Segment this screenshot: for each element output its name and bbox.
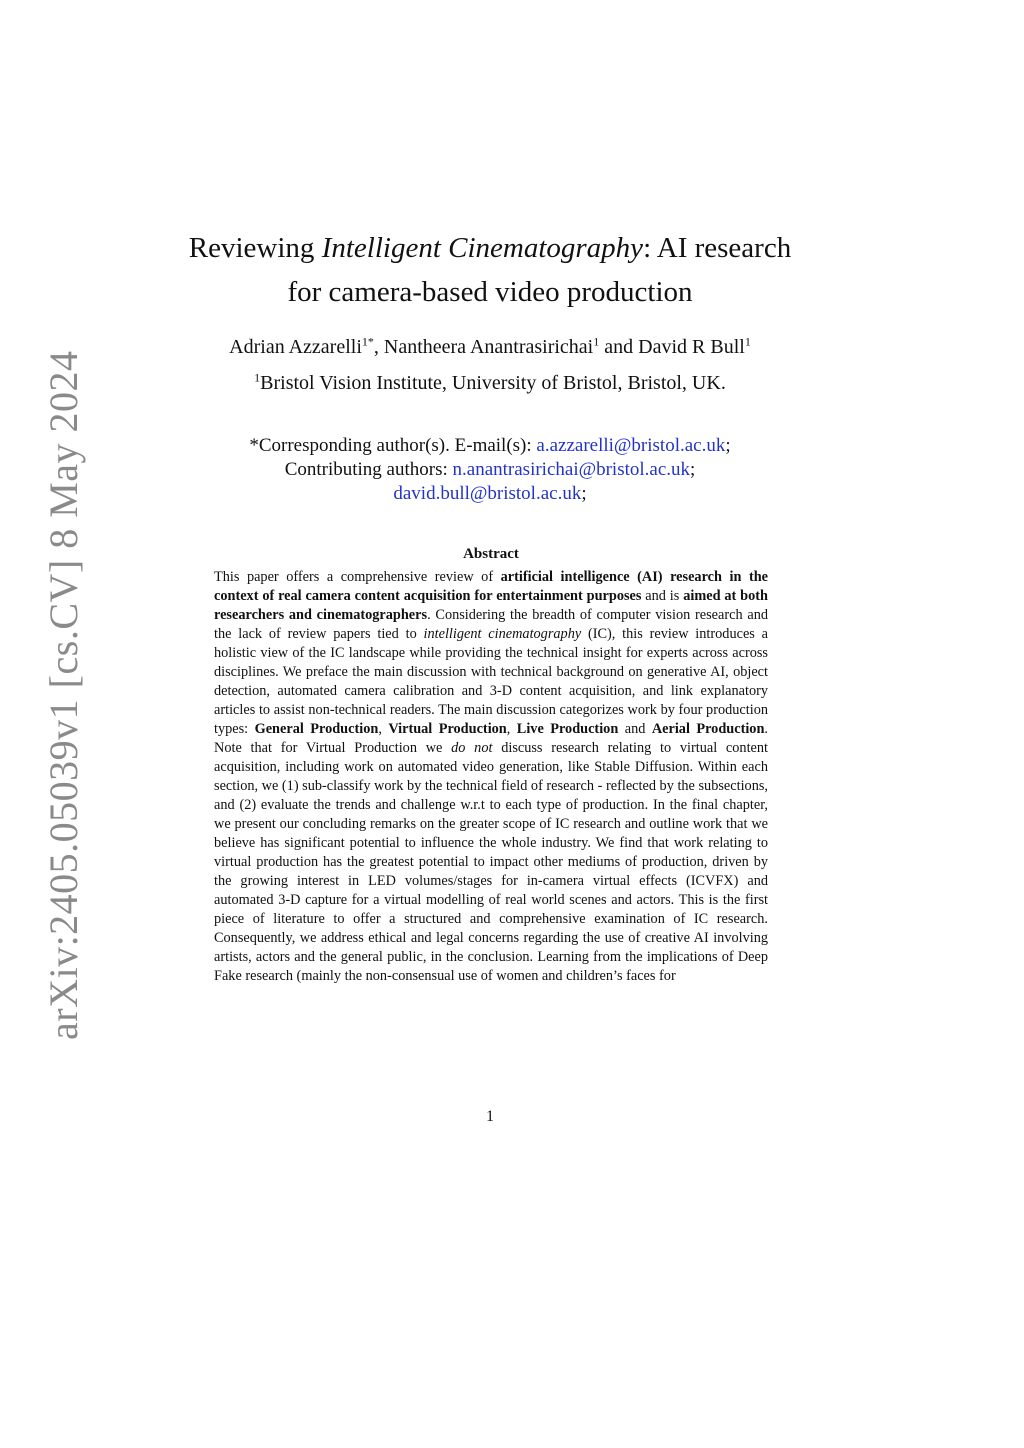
contributing-line-2 [160,482,820,506]
corresponding-line [160,434,820,458]
affiliation [140,370,840,396]
abstract-bold: Live Production [516,721,619,737]
semicolon-2: ; [690,459,696,480]
title-part2: : AI research for camera-based video production [287,232,792,308]
page-number: 1 [486,1108,494,1125]
contact-block [160,434,820,506]
author-1-sup: 1* [361,334,374,349]
abstract-text: discuss research relating to virtual content acquisition, including work on automated video generation, like Stable Diffusion. Within each section, we (1) sub-classify work by the technical field of research - reflected by the subsections, and (2) evaluate the trends and challenge w.r.t to each type of production. In the final chapter, we present our concluding remarks on the greater scope of IC research and outline work that we believe has significant potential to influence the whole industry. We find that work relating to virtual production has the greatest potential to impact other mediums of production, driven by the growing interest in LED volumes/stages for in-camera virtual effects (ICVFX) and automated 3-D capture for a virtual modelling of real world scenes and actors. This is the first piece of literature to offer a structured and comprehensive examination of IC research. Consequently, we address ethical and legal concerns regarding the use of creative AI involving artists, actors and the general public, in the conclusion. Learning from the implications of Deep Fake research (mainly the non-consensual use of women and children’s faces for [214,740,769,984]
abstract-body [214,568,768,986]
abstract-text: , [378,721,389,737]
title-part1: Reviewing [188,232,322,264]
abstract-text: . Considering the breadth of computer vision research and the lack of review papers tied to [214,607,768,642]
paper-title [180,226,800,314]
abstract-bold: Aerial Production [651,721,765,737]
abstract-bold: aimed at both researchers and cinematographers [214,588,768,623]
author-sep-1: , [373,336,384,358]
abstract-text: (IC), this review introduces a holistic view of the IC landscape while providing the technical insight for experts across across disciplines. We preface the main discussion with technical background on generative AI, object detection, automated camera calibration and 3-D content acquisition, and link explanatory articles to assist non-technical readers. The main discussion categorizes work by four production types: [214,626,768,737]
author-2-sup: 1 [593,334,600,349]
affiliation-text: Bristol Vision Institute, University of Bristol, Bristol, UK. [260,372,726,394]
abstract-bold: artificial intelligence (AI) research in the context of real camera content acquisition for entertainment purposes [214,569,768,604]
arxiv-sidebar-stamp: arXiv:2405.05039v1 [cs.CV] 8 May 2024 [41,350,86,1040]
author-1: Adrian Azzarelli [229,336,362,358]
abstract-text: . Note that for Virtual Production we [214,721,768,756]
abstract-text: and is [641,588,684,604]
abstract-heading: Abstract [463,546,519,562]
abstract-bold: General Production [254,721,379,737]
contributing-label: Contributing authors: [284,459,453,480]
affiliation-sup: 1 [254,370,261,385]
author-2: Nantheera Anantrasirichai [383,336,594,358]
abstract-bold: Virtual Production [388,721,507,737]
abstract-italic: do not [451,740,493,756]
author-3: David R Bull [638,336,745,358]
abstract-text: and [618,721,652,737]
contributing-email-link-2[interactable]: david.bull@bristol.ac.uk [393,483,582,504]
abstract-text: , [506,721,517,737]
author-3-sup: 1 [744,334,751,349]
semicolon-1: ; [725,435,731,456]
title-italic: Intelligent Cinematography [321,232,644,264]
abstract-italic: intelligent cinematography [423,626,582,642]
corresponding-label: *Corresponding author(s). E-mail(s): [249,435,537,456]
author-sep-2: and [599,336,639,358]
semicolon-3: ; [581,483,587,504]
abstract-text: This paper offers a comprehensive review of [214,569,501,585]
author-list [140,334,840,360]
corresponding-email-link[interactable]: a.azzarelli@bristol.ac.uk [536,435,726,456]
contributing-line [160,458,820,482]
contributing-email-link-1[interactable]: n.anantrasirichai@bristol.ac.uk [452,459,691,480]
